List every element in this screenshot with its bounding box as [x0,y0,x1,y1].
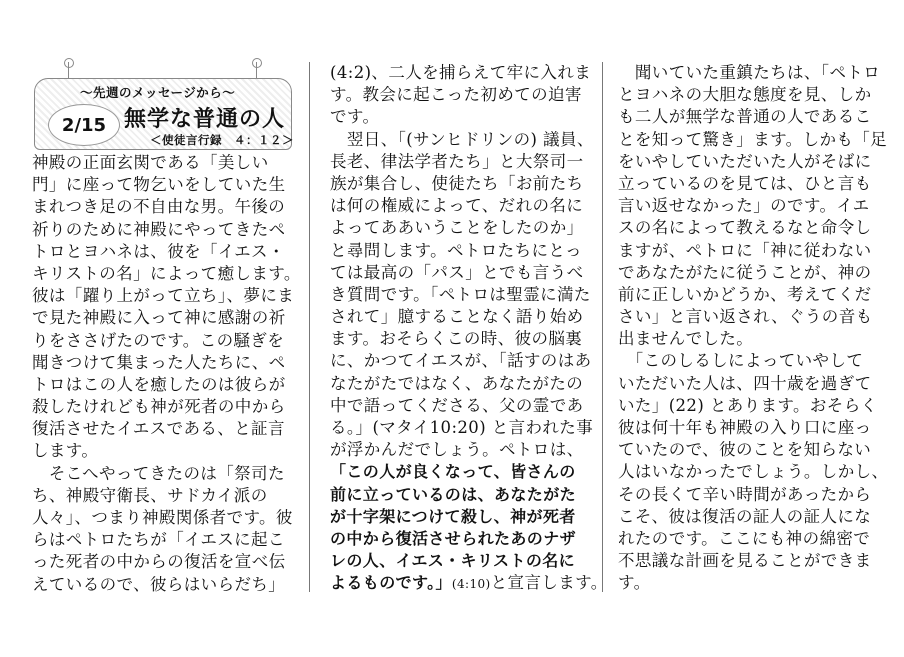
text-line: 祈りのために神殿にやってきたペ [32,219,286,239]
text-line: 出ませんでした。 [618,329,754,349]
text-line: キリストの名」によって癒します。 [32,263,301,283]
text-line: 聞いていた重鎮たちは、「ペトロ [618,63,881,82]
quote-line: レの人、イエス・キリストの名に [330,551,576,571]
column-divider [309,62,310,592]
text-line: ていたので、彼のことを知らない [618,440,872,460]
text-line: 前に正しいかどうか、考えてくだ [618,284,872,304]
text-line: ち、神殿守衛長、サドカイ派の [32,485,268,505]
text-line: 復活させたイエスである、と証言 [32,419,285,439]
quote-citation: (4:10) [451,577,491,592]
text-line: いた」(22) とあります。おそらく [618,395,878,415]
text-line: こそ、彼は復活の証人の証人にな [618,506,872,526]
text-line: 族が集合し、使徒たち「お前たち [330,173,584,193]
column-2 [330,62,608,595]
scripture-reference: ＜使徒言行録 ４：１２＞ [150,133,294,147]
text-line: であなたがたに従うことが、神の [618,262,872,282]
text-line: す。 [618,573,651,593]
column-3 [618,62,889,595]
text-line: いただいた人は、四十歳を過ぎて [618,373,872,393]
text-line: そこへやってきたのは「祭司た [32,463,285,483]
pin-right [252,58,262,68]
quote-line: が十字架につけて殺し、神が死者 [330,506,576,526]
text-line: る。」(マタイ10:20) と言われた事 [330,418,594,437]
text-line: 人はいなかったでしょう。しかし、 [618,462,889,482]
text-line: った死者の中からの復活を宣べ伝 [32,552,286,572]
text-line: りをささげたのです。この騒ぎを [32,330,285,350]
text-line: トロとヨハネは、彼を「イエス・ [32,241,285,261]
text-line: 殺したけれども神が死者の中から [32,397,286,417]
text-line: です。 [330,107,380,127]
text-line: よってああいうことをしたのか」 [330,218,584,238]
text-line: なたがたではなく、あなたがたの [330,373,584,393]
text-line: その長くて辛い時間があったから [618,484,872,504]
text-line: をいやしていただいた人がそばに [618,151,872,171]
text-line: 聞きつけて集まった人たちに、ペ [32,352,286,372]
text-line: と尋問します。ペトロたちにとっ [330,240,582,260]
quote-tail: と宣言します。 [490,573,608,593]
quote-line: 前に立っているのは、あなたがた [330,484,577,504]
article-title: 無学な普通の人 [124,107,286,132]
text-line: 人々」、つまり神殿関係者です。彼 [32,508,293,527]
text-line: スの名によって教えるなと命令し [618,218,872,238]
quote-line: の中から復活させられたあのナザ [330,528,577,548]
text-line: 言い返せなかった」のです。イエ [618,196,870,216]
pin-left [64,58,74,68]
text-line: とを知って驚き」ます。しかも「足 [618,129,888,149]
text-line: で見た神殿に入って神に感謝の祈 [32,308,286,328]
text-line: ますが、ペトロに「神に従わない [618,240,872,260]
column-divider [602,62,603,592]
text-line: ます。おそらくこの時、彼の脳裏 [330,329,583,349]
text-line: 中で語ってくださる、父の霊であ [330,395,584,415]
text-line: ては最高の「パス」とでも言うべ [330,262,584,282]
text-line: き質問です。「ペトロは聖霊に満た [330,284,591,304]
text-line: 神殿の正面玄関である「美しい [32,153,269,172]
date-badge: 2/15 [48,104,120,146]
column-1 [32,152,301,596]
header-subtitle: ～先週のメッセージから～ [80,85,236,100]
text-line: 門」に座って物乞いをしていた生 [32,175,286,195]
text-line: えているので、彼らはいらだち」 [32,574,286,594]
text-line: 翌日、「(サンヒドリンの) 議員、 [330,129,594,149]
hanger-right [256,62,257,78]
text-line: します。 [32,441,99,461]
text-line: が浮かんだでしょう。ペトロは、 [330,440,584,460]
text-line: まれつき足の不自由な男。午後の [32,197,286,217]
text-line: れたのです。ここにも神の綿密で [618,528,871,548]
text-line: 彼は何十年も神殿の入り口に座っ [618,418,872,437]
text-line: (4:2)、二人を捕らえて牢に入れま [330,63,592,82]
text-line: に、かつてイエスが、「話すのはあ [330,351,592,371]
quote-line: よるものです。」 [330,573,452,593]
text-line: されて」臆することなく語り始め [330,307,584,327]
text-line: す。教会に起こった初めての迫害 [330,85,582,105]
hanger-left [68,62,69,78]
text-line: 長老、律法学者たち」と大祭司一 [330,151,584,171]
text-line: 不思議な計画を見ることができま [618,551,872,571]
text-line: 彼は「躍り上がって立ち」、夢にま [32,286,295,306]
text-line: 「このしるしによっていやして [618,351,864,371]
text-line: 立っているのを見ては、ひと言も [618,173,872,193]
text-line: さい」と言い返され、ぐうの音も [618,307,873,327]
text-line: とヨハネの大胆な態度を見、しか [618,85,872,105]
quote-line: 「この人が良くなって、皆さんの [330,462,576,482]
text-line: は何の権威によって、だれの名に [330,196,584,216]
text-line: も二人が無学な普通の人であるこ [618,107,872,127]
text-line: トロはこの人を癒したのは彼らが [32,374,286,394]
text-line: らはペトロたちが「イエスに起こ [32,530,285,550]
